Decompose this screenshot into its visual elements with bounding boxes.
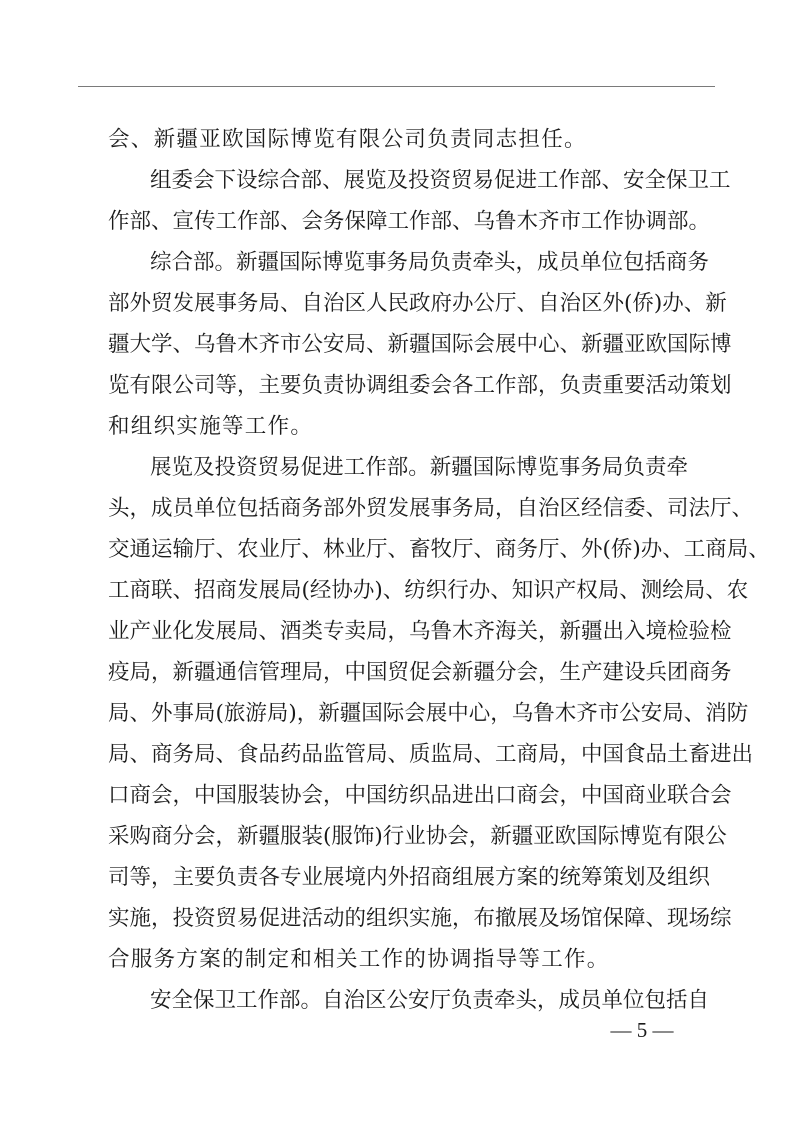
text-line: 交通运输厅、农业厅、林业厅、畜牧厅、商务厅、外(侨)办、工商局、 bbox=[108, 537, 770, 562]
text-line: 安全保卫工作部。自治区公安厅负责牵头，成员单位包括自 bbox=[150, 988, 710, 1013]
text-line: 采购商分会，新疆服装(服饰)行业协会，新疆亚欧国际博览有限公 bbox=[108, 824, 727, 849]
text-line: 展览及投资贸易促进工作部。新疆国际博览事务局负责牵 bbox=[150, 455, 688, 480]
text-line: 部外贸发展事务局、自治区人民政府办公厅、自治区外(侨)办、新 bbox=[108, 291, 727, 316]
text-line: 工商联、招商发展局(经协办)、纺织行办、知识产权局、测绘局、农 bbox=[108, 578, 749, 603]
text-line: 和组织实施等工作。 bbox=[108, 414, 314, 439]
text-line: 实施，投资贸易促进活动的组织实施，布撤展及场馆保障、现场综 bbox=[108, 906, 732, 931]
text-line: 组委会下设综合部、展览及投资贸易促进工作部、安全保卫工 bbox=[150, 168, 731, 193]
page-number: — 5 — bbox=[610, 1018, 674, 1042]
text-line: 疫局，新疆通信管理局，中国贸促会新疆分会，生产建设兵团商务 bbox=[108, 660, 732, 685]
text-line: 会、新疆亚欧国际博览有限公司负责同志担任。 bbox=[108, 127, 587, 152]
text-line: 局、外事局(旅游局)，新疆国际会展中心，乌鲁木齐市公安局、消防 bbox=[108, 701, 749, 726]
text-line: 疆大学、乌鲁木齐市公安局、新疆国际会展中心、新疆亚欧国际博 bbox=[108, 332, 732, 357]
text-line: 览有限公司等，主要负责协调组委会各工作部，负责重要活动策划 bbox=[108, 373, 732, 398]
text-line: 作部、宣传工作部、会务保障工作部、乌鲁木齐市工作协调部。 bbox=[108, 209, 711, 234]
text-line: 合服务方案的制定和相关工作的协调指导等工作。 bbox=[108, 947, 610, 972]
text-line: 综合部。新疆国际博览事务局负责牵头，成员单位包括商务 bbox=[150, 250, 710, 275]
text-line: 业产业化发展局、酒类专卖局，乌鲁木齐海关，新疆出入境检验检 bbox=[108, 619, 732, 644]
text-line: 局、商务局、食品药品监管局、质监局、工商局，中国食品土畜进出 bbox=[108, 742, 754, 767]
text-line: 头，成员单位包括商务部外贸发展事务局，自治区经信委、司法厅、 bbox=[108, 496, 754, 521]
text-line: 口商会，中国服装协会，中国纺织品进出口商会，中国商业联合会 bbox=[108, 783, 732, 808]
header-divider bbox=[78, 86, 715, 87]
text-line: 司等，主要负责各专业展境内外招商组展方案的统筹策划及组织 bbox=[108, 865, 711, 890]
